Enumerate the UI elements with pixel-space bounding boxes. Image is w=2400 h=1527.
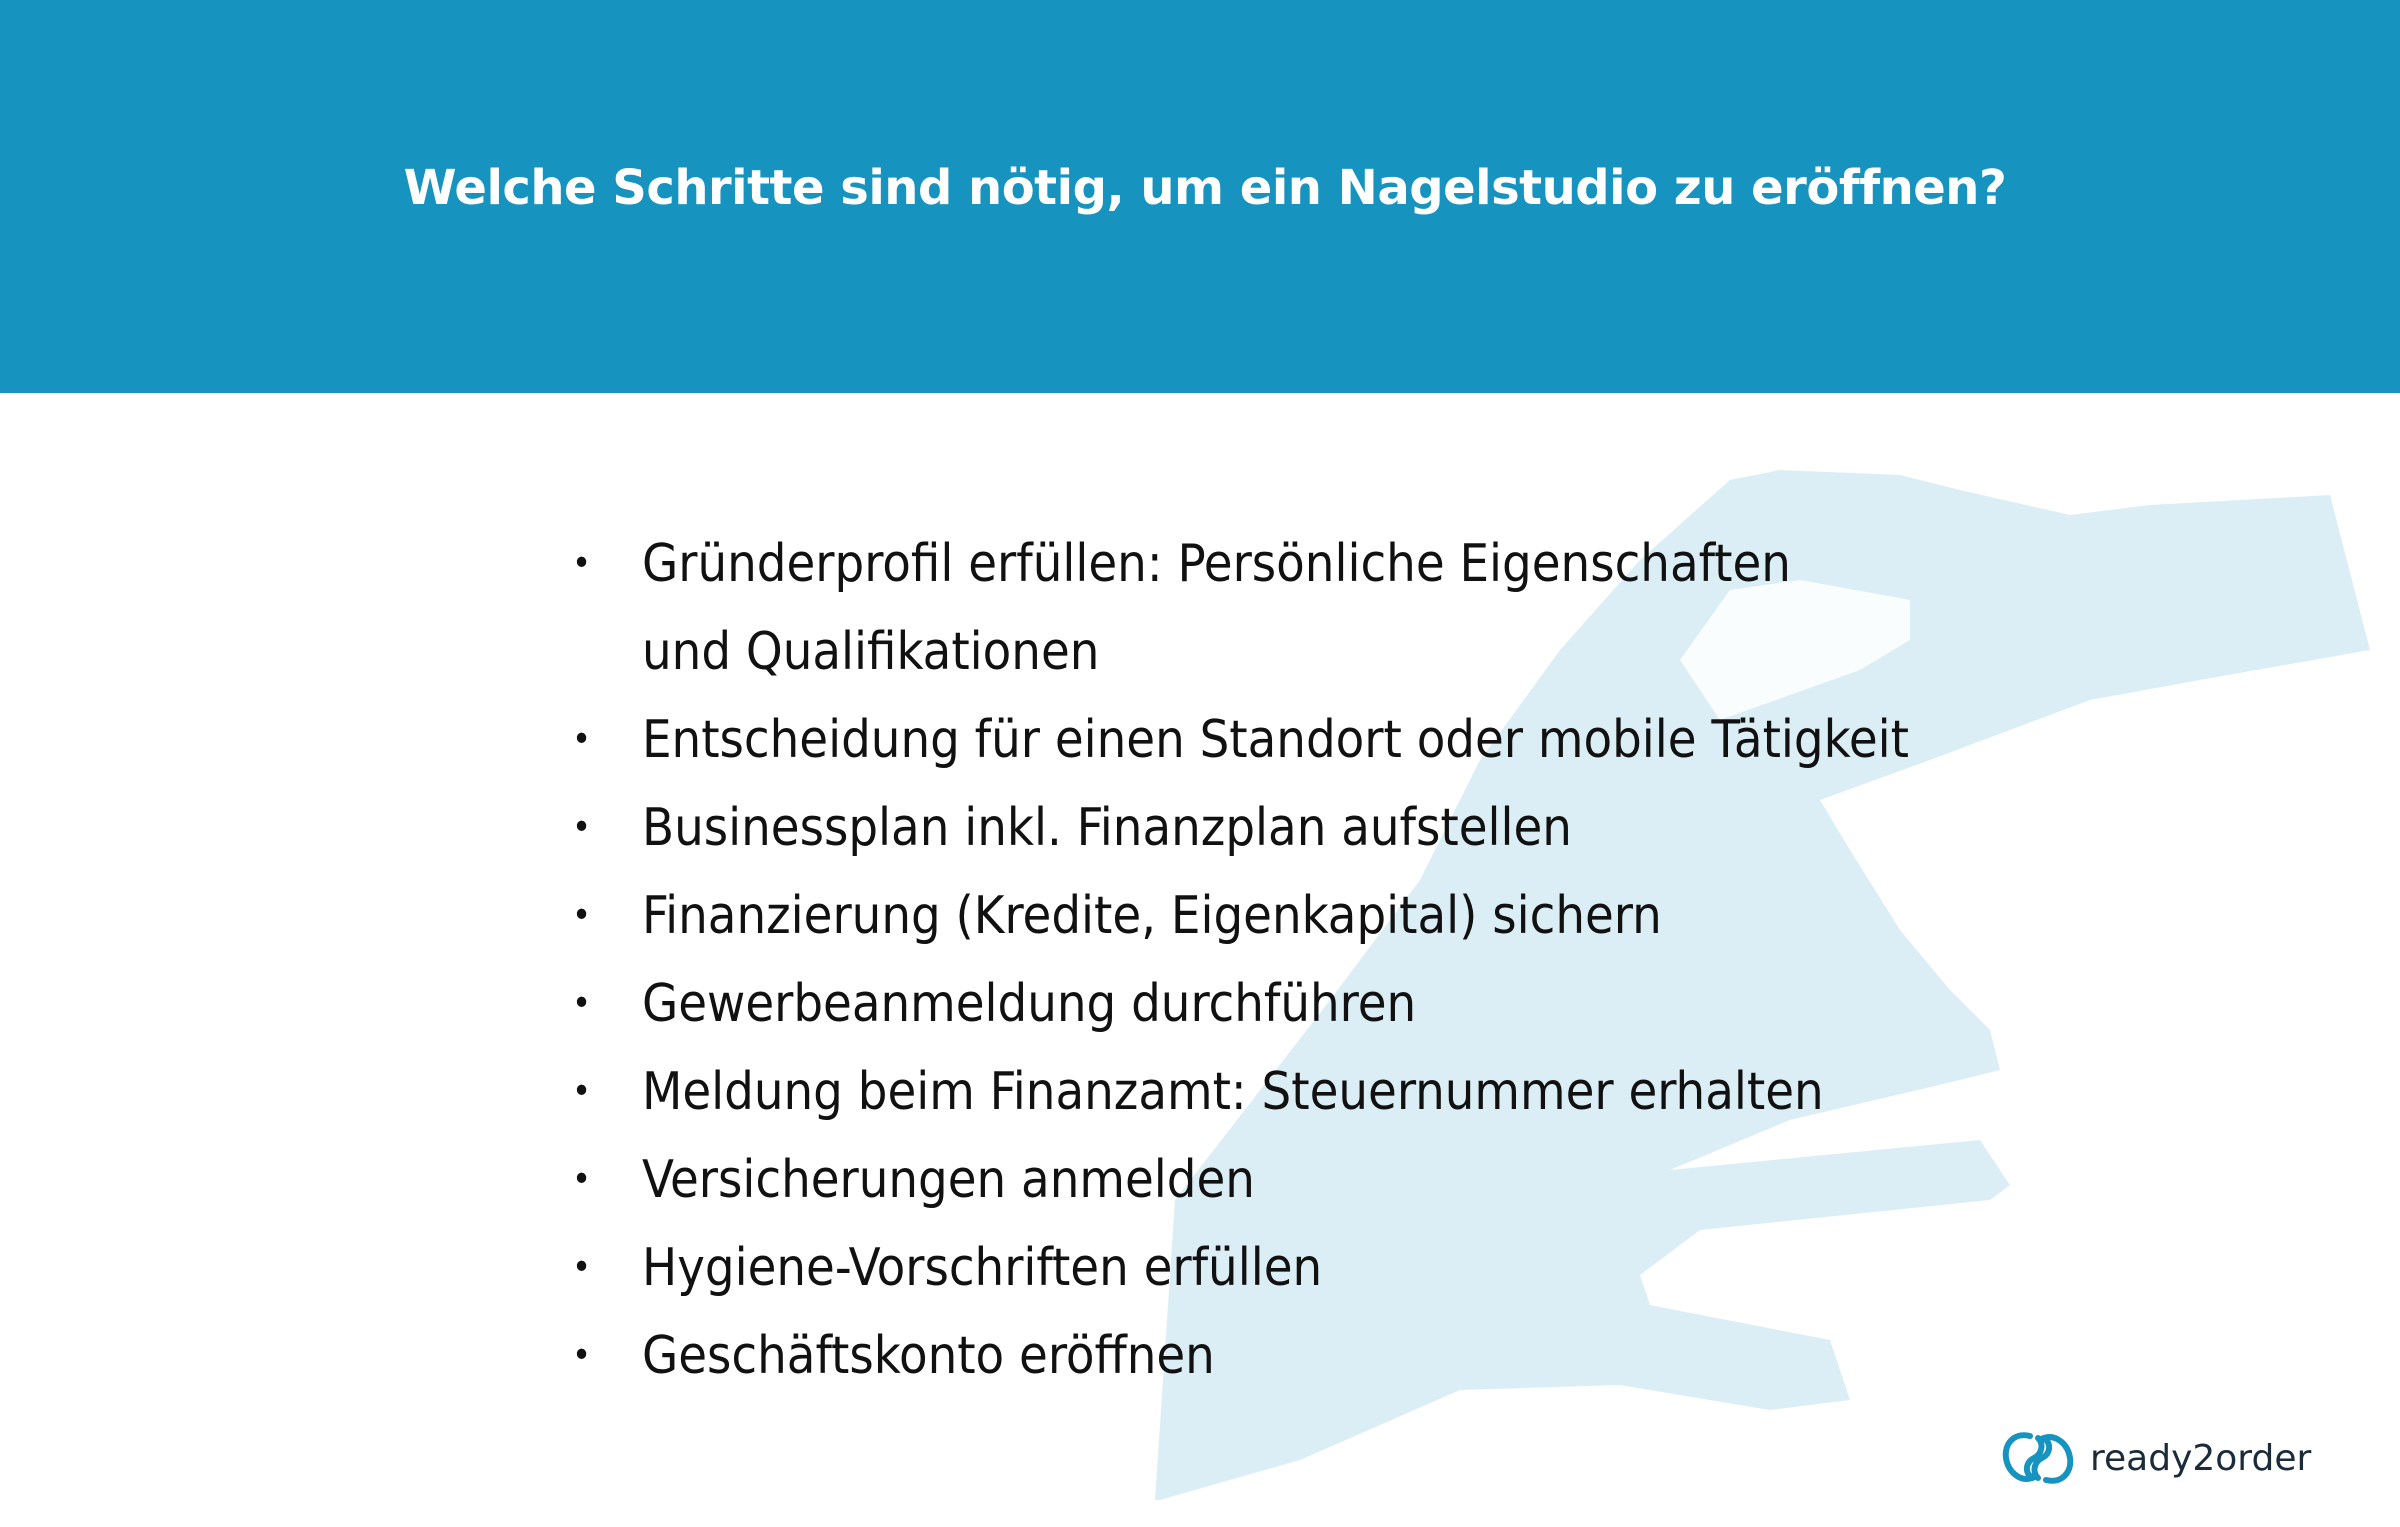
bullet-icon: • — [572, 1335, 592, 1376]
bullet-icon: • — [572, 1159, 592, 1200]
list-item-continuation: und Qualifikationen — [642, 622, 1100, 682]
list-item: • Businessplan inkl. Finanzplan aufstellen — [560, 784, 1909, 872]
list-item: • Gründerprofil erfüllen: Persönliche Eigenschaften — [560, 520, 1909, 608]
bullet-icon: • — [572, 895, 592, 936]
bullet-icon: • — [572, 1071, 592, 1112]
bullet-icon: • — [572, 807, 592, 848]
logo-text: ready2order — [2090, 1437, 2312, 1479]
list-item: • Versicherungen anmelden — [560, 1136, 1909, 1224]
bullet-icon: • — [572, 543, 592, 584]
list-item: • Geschäftskonto eröffnen — [560, 1312, 1909, 1400]
list-item: • Entscheidung für einen Standort oder mobile Tätigkeit — [560, 696, 1909, 784]
list-item: • Finanzierung (Kredite, Eigenkapital) sichern — [560, 872, 1909, 960]
ready2order-logo — [2000, 1430, 2311, 1486]
bullet-icon: • — [572, 719, 592, 760]
bullet-icon: • — [572, 983, 592, 1024]
list-item: • Gewerbeanmeldung durchführen — [560, 960, 1909, 1048]
bullet-icon: • — [572, 1247, 592, 1288]
ready2order-logo-icon — [2000, 1430, 2076, 1486]
page-title: Welche Schritte sind nötig, um ein Nagelstudio zu eröffnen? — [403, 160, 2007, 216]
steps-list — [560, 520, 1909, 1400]
list-item: • Meldung beim Finanzamt: Steuernummer erhalten — [560, 1048, 1909, 1136]
list-item: • Hygiene-Vorschriften erfüllen — [560, 1224, 1909, 1312]
